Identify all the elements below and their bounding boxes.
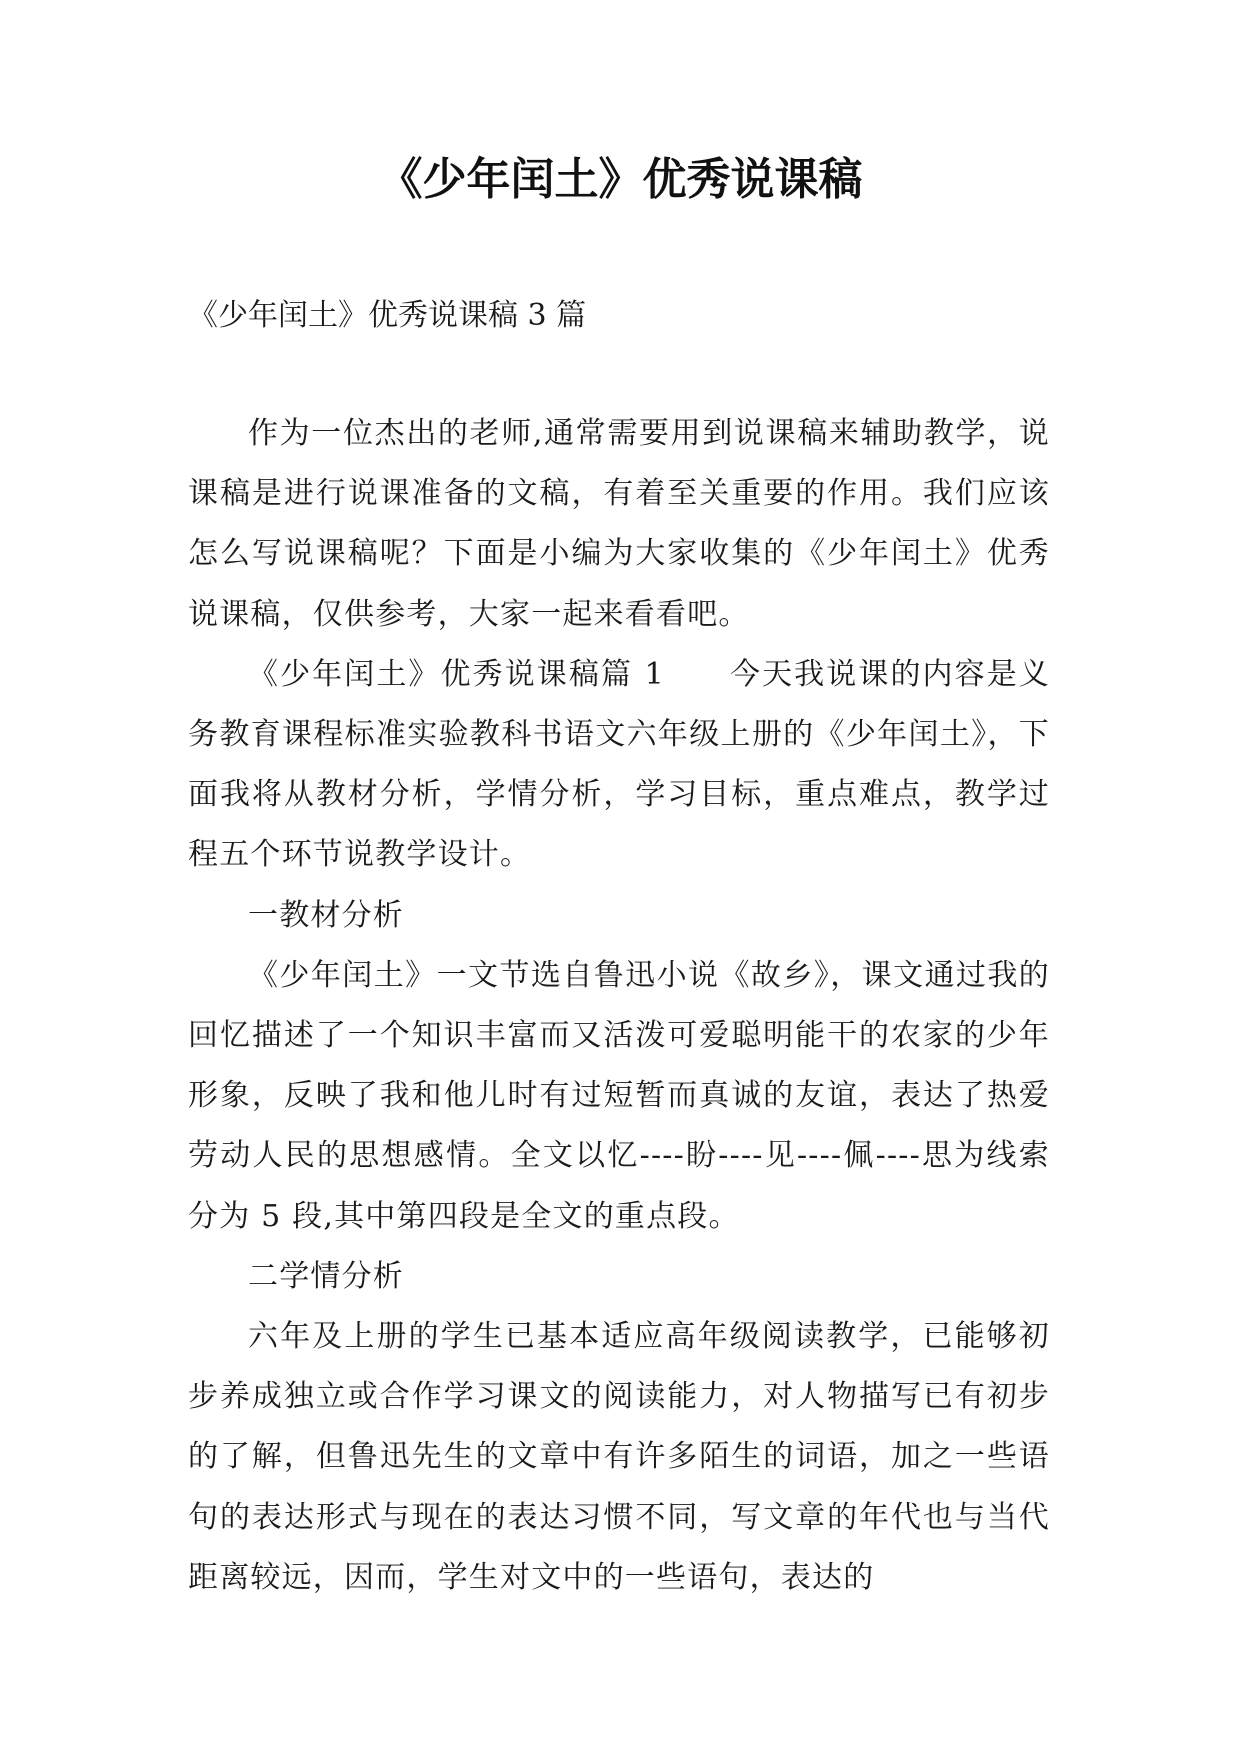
document-body — [188, 404, 1050, 1608]
document-subtitle: 《少年闰土》优秀说课稿 3 篇 — [188, 298, 587, 333]
paragraph-student-analysis: 六年及上册的学生已基本适应高年级阅读教学，已能够初步养成独立或合作学习课文的阅读能力，对人物描写已有初步的了解，但鲁迅先生的文章中有许多陌生的词语，加之一些语句的表达形式与现在的表达习惯不同，写文章的年代也与当代距离较远，因而，学生对文中的一些语句，表达的 — [188, 1319, 1050, 1595]
section-heading-textbook-analysis: 一教材分析 — [248, 897, 404, 933]
paragraph-lesson-intro: 《少年闰土》优秀说课稿篇 1 今天我说课的内容是义务教育课程标准实验教科书语文六年级上册的《少年闰土》，下面我将从教材分析，学情分析，学习目标，重点难点，教学过程五个环节说教学设计。 — [188, 656, 1050, 873]
document-title: 《少年闰土》优秀说课稿 — [378, 154, 863, 205]
section-heading-student-analysis: 二学情分析 — [248, 1258, 404, 1294]
paragraph-intro: 作为一位杰出的老师,通常需要用到说课稿来辅助教学，说课稿是进行说课准备的文稿，有着至关重要的作用。我们应该怎么写说课稿呢？下面是小编为大家收集的《少年闰土》优秀说课稿，仅供参考，大家一起来看看吧。 — [188, 416, 1050, 632]
paragraph-textbook-analysis: 《少年闰土》一文节选自鲁迅小说《故乡》，课文通过我的回忆描述了一个知识丰富而又活泼可爱聪明能干的农家的少年形象，反映了我和他儿时有过短暂而真诚的友谊，表达了热爱劳动人民的思想感情。全文以忆----盼----见----佩----思为线索分为 5 段,其中第四段是全文的重点段。 — [188, 957, 1050, 1234]
